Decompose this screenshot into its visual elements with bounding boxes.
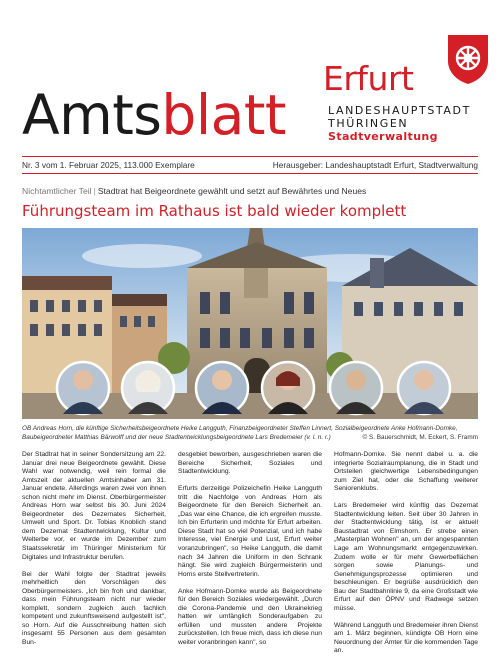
paragraph: Hofmann-Domke. Sie nennt dabei u. a. die integrierte Sozialraumplanung, die in Stadt und Ortsteilen gleichwertige Lebensbedingungen zum Ziel hat, oder die Schaffung weiterer Seniorenklubs. <box>334 451 478 493</box>
masthead-title-red: blatt <box>161 83 286 147</box>
bottom-rule <box>22 173 478 174</box>
paragraph: Der Stadtrat hat in seiner Sondersitzung am 22. Januar drei neue Beigeordnete gewählt. Diese Wahl war notwendig, weil rein formal die Amtszeit der aktuellen Amtsinhaber am 31. Januar endete. Allerdings waren zwei von ihnen schon nicht mehr im Dienst. Oberbürgermeister Andreas Horn war selbst bis 30. Juni 2024 Beigeordneter des Dezernates Sicherheit, Umwelt und Sport. Dr. Tobias Knoblich stand dem Dezernat Stadtentwicklung, Kultur und Welterbe vor, er wurde im Dezember zum Staatssekretär im Thüringer Ministerium für Digitales und Infrastruktur berufen. <box>22 451 166 561</box>
photo-credit: © S. Bauerschmidt, M. Eckert, S. Framm <box>362 434 478 441</box>
article-category: Nichtamtlicher Teil <box>22 186 92 196</box>
logo-line-thueringen: THÜRINGEN <box>328 117 409 130</box>
caption-line-2: Baubeigeordneter Matthias Bärwolff und der neue Stadtentwicklungsbeigeordnete Lars Bredemeier (v. l. n. r.) <box>22 434 331 441</box>
issue-number: Nr. 3 vom 1. Februar 2025, 113.000 Exemplare <box>22 160 195 170</box>
top-rule <box>22 156 478 157</box>
article-kicker <box>22 186 366 196</box>
paragraph: Während Langguth und Bredemeier ihren Dienst am 1. März beginnen, kündigte OB Horn eine Neuordnung der Ämter für die kommenden Tage an. <box>334 621 478 655</box>
paragraph: Bei der Wahl folgte der Stadtrat jeweils mehrheitlich den Vorschlägen des Oberbürgermeisters. „Ich bin froh und dankbar, dass mein Führungsteam nicht nur wieder komplett, sondern zugleich auch fachlich kompetent und zukunftsweisend aufgestellt ist", so Horn. Auf die Ausschreibung hatten sich insgesamt 55 Personen aus dem gesamten Bun- <box>22 570 166 646</box>
logo-word: Erfurt <box>323 59 414 98</box>
paragraph: Lars Bredemeier wird künftig das Dezernat Stadtentwicklung leiten. Seit über 30 Jahren in der Stadtentwicklung tätig, ist er aktuell Baustadtrat von Elmshorn. Er strebe einen „Masterplan Wohnen" an, um der angespannten Lage am Wohnungsmarkt entgegenzuwirken. Zudem wolle er für mehr Gewerbeflächen sorgen sowie Planungs- und Genehmigungsprozesse optimieren und beschleunigen. Er begrüße ausdrücklich den Bau der Stadtbahnlinie 9, da eine Großstadt wie Erfurt auf den ÖPNV und Radwege setzen müsse. <box>334 502 478 612</box>
kicker-text: Stadtrat hat Beigeordnete gewählt und setzt auf Bewährtes und Neues <box>97 186 367 196</box>
paragraph: desgebiet beworben, ausgeschrieben waren die Bereiche Sicherheit, Soziales und Stadtentwicklung. <box>178 451 322 476</box>
article-body <box>22 451 478 666</box>
article-headline: Führungsteam im Rathaus ist bald wieder komplett <box>22 202 407 220</box>
kicker-separator: | <box>93 186 96 196</box>
article-column-1 <box>22 451 166 656</box>
issue-line <box>22 160 478 170</box>
article-column-3 <box>334 451 478 665</box>
masthead-title-black: Amts <box>22 83 162 147</box>
masthead-title <box>22 83 286 147</box>
caption-line-1: OB Andreas Horn, die künftige Sicherheitsbeigeordnete Heike Langguth, Finanzbeigeordneter Steffen Linnert, Sozialbeigeordnete Anke Hofmann-Domke, <box>22 425 458 432</box>
paragraph: Anke Hofmann-Domke wurde als Beigeordnete für den Bereich Soziales wiedergewählt. „Durch die Corona-Pandemie und den Ukrainekrieg hatten wir umfänglich Sonderaufgaben zu erfüllen und mussten andere Projekte zurückstellen. Ich freue mich, dass ich diese nun weiter voranbringen kann", so <box>178 587 322 646</box>
publisher: Herausgeber: Landeshauptstadt Erfurt, Stadtverwaltung <box>272 160 478 170</box>
masthead <box>22 0 482 150</box>
paragraph: Erfurts derzeitige Polizeichefin Heike Langguth tritt die Nachfolge von Andreas Horn als Beigeordnete für den Bereich Sicherheit an. „Das war eine Chance, die ich ergreifen musste. Ich bin Erfurterin und möchte für Erfurt arbeiten. Diese Stadt hat so viel Potenzial, und ich habe Interesse, viel Energie und Lust, Erfurt weiter voranzubringen", so Heike Langguth, die damit nach 34 Jahren die Uniform in den Schrank hängt. Sie wird zugleich Bürgermeisterin und Horns erste Stellvertreterin. <box>178 485 322 578</box>
logo-line-landeshauptstadt: LANDESHAUPTSTADT <box>328 104 471 117</box>
article-column-2 <box>178 451 322 656</box>
article-photo <box>22 228 478 419</box>
erfurt-logo <box>322 59 482 152</box>
photo-caption <box>22 424 478 442</box>
logo-line-stadtverwaltung: Stadtverwaltung <box>328 130 438 143</box>
